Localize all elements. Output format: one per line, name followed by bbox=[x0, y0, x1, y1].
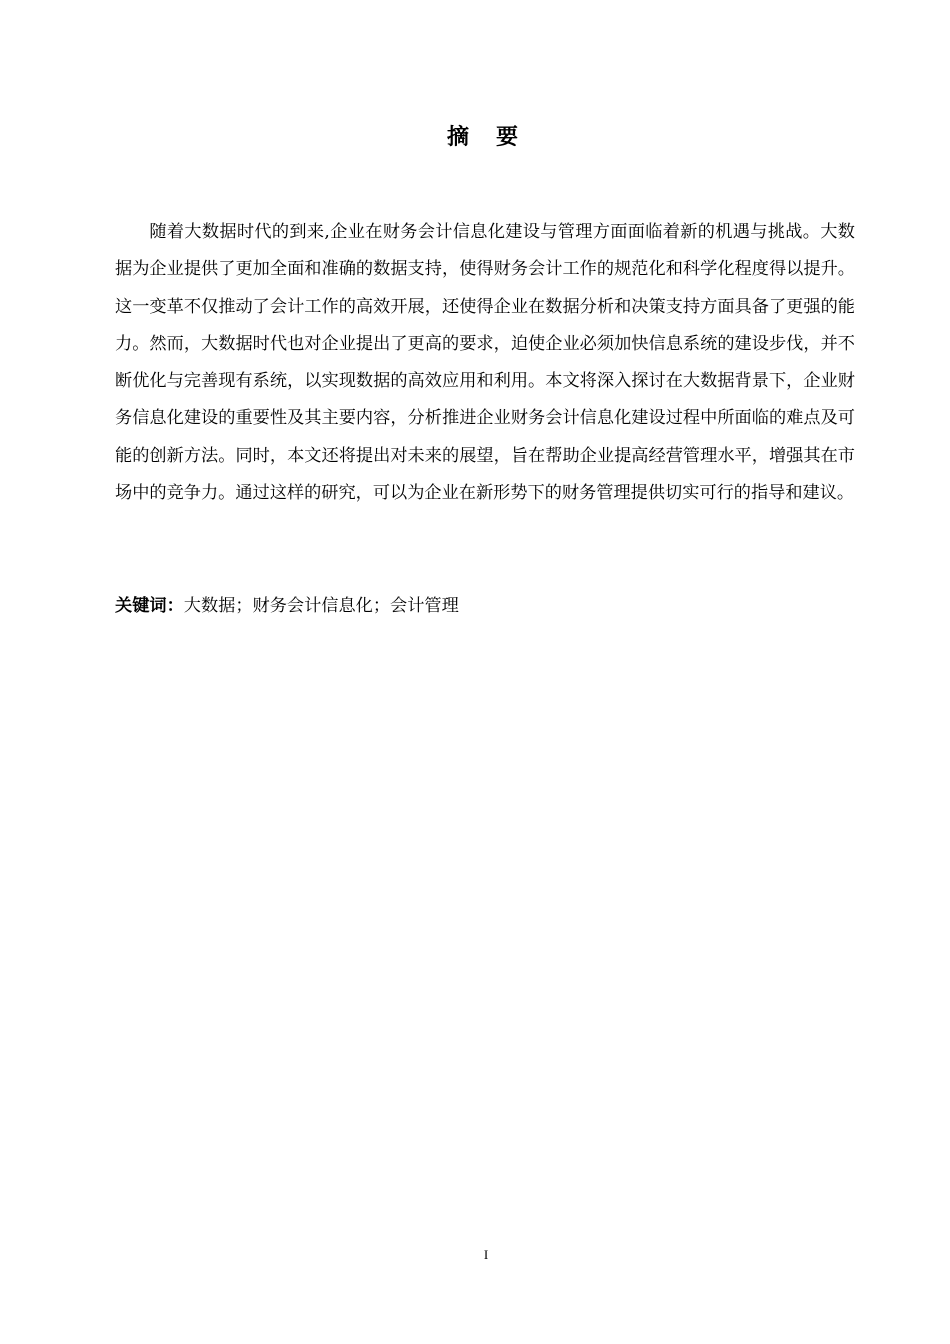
abstract-paragraph: 随着大数据时代的到来,企业在财务会计信息化建设与管理方面面临着新的机遇与挑战。大数据为企业提供了更加全面和准确的数据支持，使得财务会计工作的规范化和科学化程度得以提升。这一变革不仅推动了会计工作的高效开展，还使得企业在数据分析和决策支持方面具备了更强的能力。然而，大数据时代也对企业提出了更高的要求，迫使企业必须加快信息系统的建设步伐，并不断优化与完善现有系统，以实现数据的高效应用和利用。本文将深入探讨在大数据背景下，企业财务信息化建设的重要性及其主要内容，分析推进企业财务会计信息化建设过程中所面临的难点及可能的创新方法。同时，本文还将提出对未来的展望，旨在帮助企业提高经营管理水平，增强其在市场中的竞争力。通过这样的研究，可以为企业在新形势下的财务管理提供切实可行的指导和建议。 bbox=[115, 222, 855, 504]
keywords-label: 关键词： bbox=[115, 596, 184, 616]
keywords-line bbox=[115, 592, 855, 620]
abstract-title bbox=[0, 122, 950, 154]
abstract-title-char-1: 摘 bbox=[446, 125, 469, 150]
abstract-title-char-2: 要 bbox=[496, 125, 519, 150]
keywords-terms: 大数据；财务会计信息化；会计管理 bbox=[183, 596, 459, 616]
page-number: I bbox=[483, 1247, 489, 1262]
